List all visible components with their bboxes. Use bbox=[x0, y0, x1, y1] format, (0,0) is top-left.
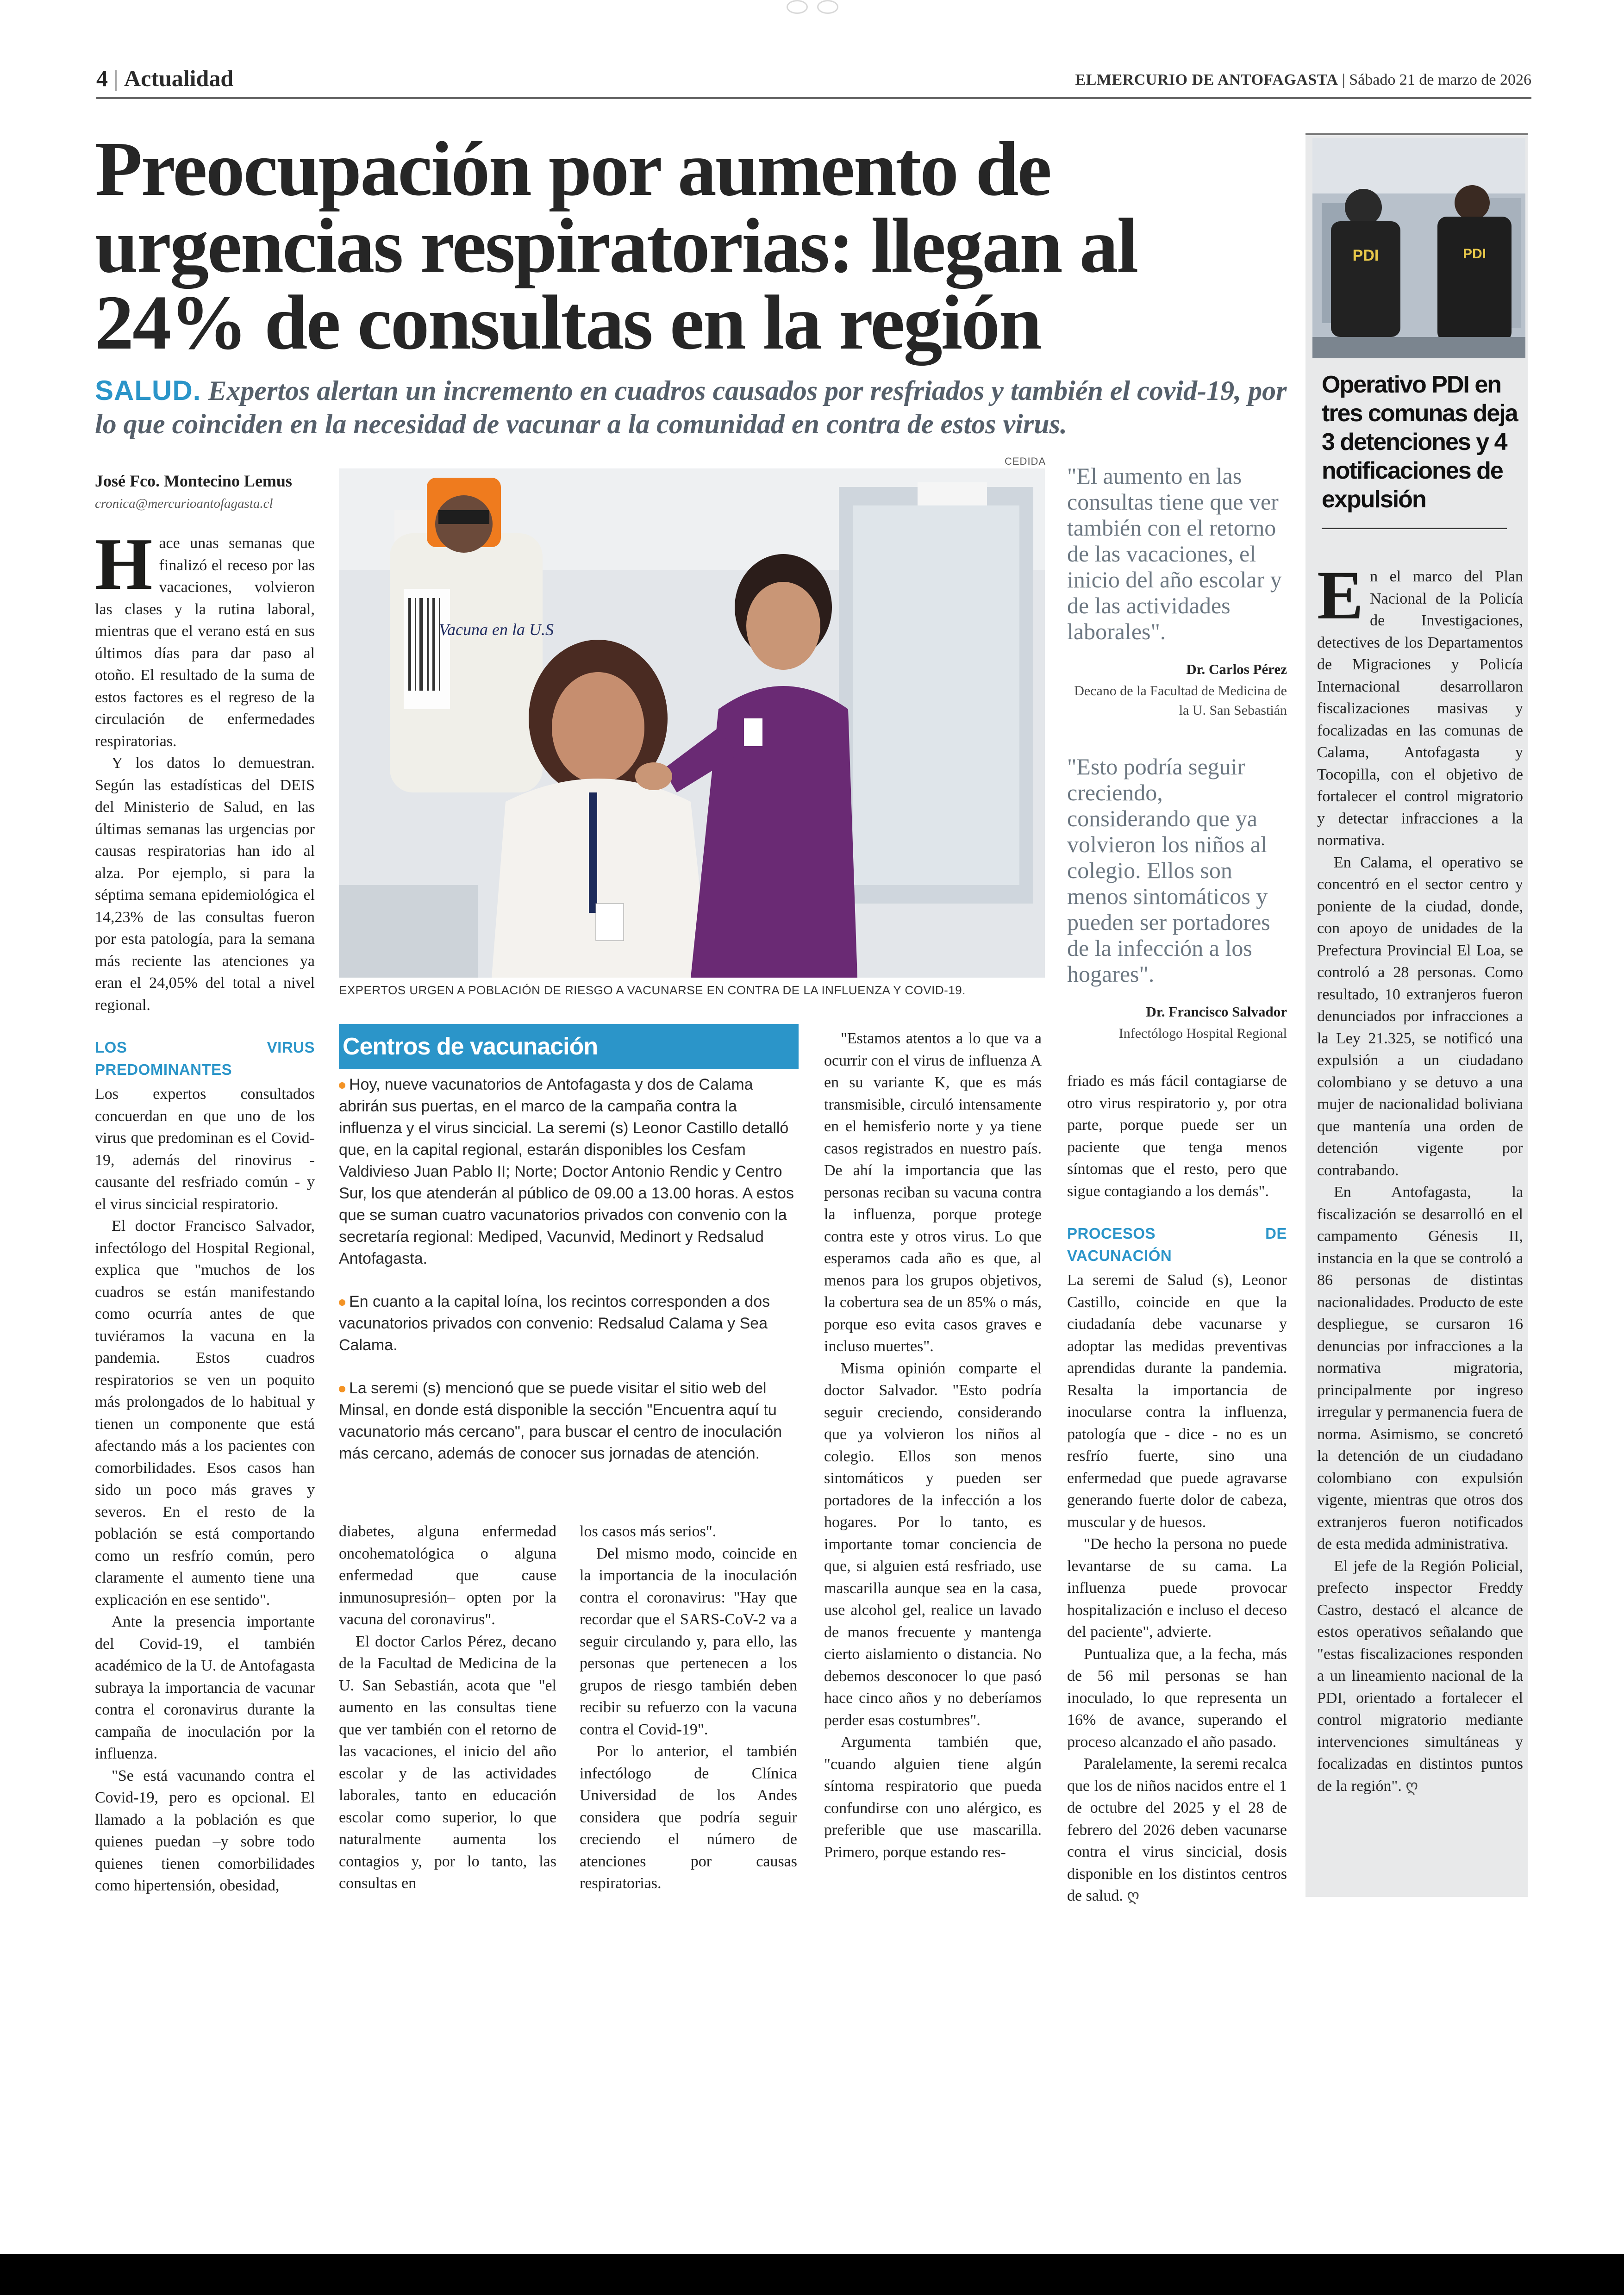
vaccination-scene-illustration bbox=[339, 468, 1045, 978]
vaccination-centers-box bbox=[339, 1074, 795, 1486]
paragraph: "Se está vacunando contra el Covid-19, pero es opcional. El llamado a la población es que quienes puedan –y sobre todo quienes tienen comorbilidades como hipertensión, obesidad, bbox=[95, 1767, 315, 1894]
author-email[interactable]: cronica@mercurioantofagasta.cl bbox=[95, 496, 273, 511]
quote-text: "Esto podría seguir creciendo, considerando que ya volvieron los niños al colegio. Ellos son menos sintomáticos y pueden ser portadores de la infección a los hogares". bbox=[1067, 754, 1270, 987]
costume-sign-text: Vacuna en la U.S bbox=[439, 620, 554, 639]
bullet-icon bbox=[339, 1386, 345, 1392]
bullet-icon bbox=[339, 1082, 345, 1089]
dropcap: H bbox=[95, 523, 153, 605]
standfirst-text: Expertos alertan un incremento en cuadros causados por resfriados y también el covid-19, por lo que coinciden en la necesidad de vacunar a la comunidad en contra de estos virus. bbox=[95, 375, 1287, 439]
page-header bbox=[96, 65, 1531, 99]
quote-text: "El aumento en las consultas tiene que ver también con el retorno de las vacaciones, el inicio del año escolar y de las actividades laborales". bbox=[1067, 463, 1282, 644]
paragraph: El jefe de la Región Policial, prefecto inspector Freddy Castro, destacó el alcance de estos operativos señalando que "estas fiscalizaciones responden a un lineamiento nacional de la PDI, orientado a fortalecer el control migratorio mediante intervenciones simultáneas y focalizadas en distintos puntos de la región". ღ bbox=[1317, 1557, 1523, 1795]
pull-quote-1 bbox=[1067, 463, 1287, 720]
sidebar-article bbox=[1317, 557, 1523, 1797]
bullet-icon bbox=[339, 1299, 345, 1306]
quote-role: Infectólogo Hospital Regional bbox=[1118, 1026, 1287, 1041]
paragraph: Argumenta también que, "cuando alguien tiene algún síntoma respiratorio que pueda confundirse con uno alérgico, es preferible que use mascarilla. Primero, porque estando res- bbox=[824, 1734, 1042, 1861]
paragraph: "Estamos atentos a lo que va a ocurrir con el virus de influenza A en su variante K, que es más transmisible, circuló intensamente en el hemisferio norte y ya tiene casos registrados en nuestro país. De ahí la importancia que las personas reciban su vacuna contra la influenza, porque protege contra este y otros virus. Lo que esperamos cada año es que, al menos para los grupos objetivos, la cobertura sea de un 85% o más, porque eso evita casos graves e incluso muertes". bbox=[824, 1030, 1042, 1355]
paragraph: La seremi de Salud (s), Leonor Castillo, coincide en que la ciudadanía debe vacunarse y adoptar las medidas preventivas aprendidas durante la pandemia. Resalta la importancia de inocularse contra la influenza, patología que - dice - no es un resfrío fuerte, sino una enfermedad que puede agravarse generando fuerte dolor de cabeza, muscular y de huesos. bbox=[1067, 1272, 1287, 1531]
paragraph: En Antofagasta, la fiscalización se desarrolló en el campamento Génesis II, instancia en la que se controló a 86 personas de distintas nacionalidades. Producto de este despliegue, se cursaron 16 denuncias por infracciones a la normativa migratoria, principalmente por ingreso irregular y permanencia fuera de norma. Asimismo, se concretó la detención de un ciudadano colombiano con expulsión vigente, mientras que otros dos extranjeros fueron notificados de esta medida administrativa. bbox=[1317, 1184, 1523, 1553]
paragraph: Hace unas semanas que finalizó el receso por las vacaciones, volvieron las clases y la rutina laboral, mientras que el verano está en sus últimos días para dar paso al otoño. El resultado de la suma de estos factores es el regreso de la circulación de enfermedades respiratorias. bbox=[95, 523, 315, 750]
photo-caption: EXPERTOS URGEN A POBLACIÓN DE RIESGO A VACUNARSE EN CONTRA DE LA INFLUENZA Y COVID-19. bbox=[339, 983, 966, 997]
box-item: La seremi (s) mencionó que se puede visitar el sitio web del Minsal, en donde está disponible la sección "Encuentra aquí tu vacunatorio más cercano", para buscar el centro de inoculación más cercano, además de conocer sus jornadas de atención. bbox=[339, 1379, 782, 1462]
kicker: SALUD. bbox=[95, 375, 201, 406]
dropcap: E bbox=[1317, 557, 1364, 634]
quote-author: Dr. Francisco Salvador bbox=[1146, 1004, 1287, 1020]
standfirst bbox=[95, 374, 1289, 441]
paragraph: Misma opinión comparte el doctor Salvador. "Esto podría seguir creciendo, considerando que ya volvieron los niños al colegio. Ellos son menos sintomáticos y pueden ser portadores de la infección a los hogares. Por lo tanto, es importante tomar conciencia de que, si alguien está resfriado, use mascarilla aunque sea en la casa, use alcohol gel, realice un lavado de manos frecuente y mantenga cierto aislamiento o distancia. No debemos desconocer lo que pasó hace cinco años y no deberíamos perder esas costumbres". bbox=[824, 1360, 1042, 1729]
paragraph: En Calama, el operativo se concentró en el sector centro y poniente de la ciudad, donde, con apoyo de unidades de la Prefectura Provincial El Loa, se controló a 28 personas. Como resultado, 10 extranjeros fueron denunciados por infracciones a la Ley 21.325, se notificó una expulsión a un ciudadano colombiano y se detuvo a una mujer de nacionalidad boliviana que mantenía una orden de detención vigente por contrabando. bbox=[1317, 854, 1523, 1179]
paragraph: Paralelamente, la seremi recalca que los de niños nacidos entre el 1 de octubre del 2025 y el 28 de febrero del 2026 deben vacunarse contra el virus sincicial, dosis disponible en los distintos centros de salud. ღ bbox=[1067, 1755, 1287, 1905]
masthead bbox=[1075, 71, 1531, 89]
paragraph: Por lo anterior, el también infectólogo de Clínica Universidad de los Andes considera que podría seguir creciendo el número de atenciones por causas respiratorias. bbox=[580, 1743, 797, 1892]
end-mark-icon: ღ bbox=[1127, 1886, 1140, 1905]
page-dot[interactable] bbox=[817, 0, 838, 14]
quote-author: Dr. Carlos Pérez bbox=[1186, 661, 1287, 677]
sidebar-photo[interactable] bbox=[1312, 138, 1525, 358]
paragraph: Ante la presencia importante del Covid-19, el también académico de la U. de Antofagasta subraya la importancia de vacunar contra el coronavirus durante la campaña de inoculación por la influenza. bbox=[95, 1613, 315, 1762]
pull-quote-2 bbox=[1067, 754, 1287, 1043]
article-column-4 bbox=[824, 1028, 1042, 1863]
paragraph: "De hecho la persona no puede levantarse de su cama. La influenza puede provocar hospitalización e incluso el deceso del paciente", advierte. bbox=[1067, 1535, 1287, 1640]
paragraph: Puntualiza que, a la fecha, más de 56 mil personas se han inoculado, lo que representa un 16% de avance, superando el proceso alcanzado el año pasado. bbox=[1067, 1645, 1287, 1751]
sidebar-top-rule bbox=[1305, 133, 1528, 135]
box-item: En cuanto a la capital loína, los recintos corresponden a dos vacunatorios privados con convenio: Redsalud Calama y Sea Calama. bbox=[339, 1293, 770, 1354]
bottom-bar bbox=[0, 2254, 1624, 2295]
subhead: PROCESOS DE VACUNACIÓN bbox=[1067, 1225, 1287, 1264]
sidebar-headline: Operativo PDI en tres comunas deja 3 detenciones y 4 notificaciones de expulsión bbox=[1322, 371, 1518, 513]
sidebar-headline-rule bbox=[1322, 528, 1507, 529]
author-name: José Fco. Montecino Lemus bbox=[95, 472, 292, 490]
paragraph: El doctor Carlos Pérez, decano de la Facultad de Medicina de la U. San Sebastián, acota que "el aumento en las consultas tiene que ver también con el retorno de las vacaciones, el inicio del año escolar y de las actividades laborales, tanto en educación escolar como superior, lo que naturalmente aumenta los contagios y, por lo tanto, las consultas en bbox=[339, 1633, 556, 1892]
paragraph: diabetes, alguna enfermedad oncohematológica o alguna enfermedad que cause inmunosupresión– opten por la vacuna del coronavirus". bbox=[339, 1523, 556, 1628]
article-column-3 bbox=[580, 1521, 797, 1895]
pdi-badge-text: PDI bbox=[1462, 246, 1487, 262]
end-mark-icon: ღ bbox=[1405, 1776, 1418, 1795]
byline bbox=[95, 471, 317, 511]
paragraph: El doctor Francisco Salvador, infectólogo del Hospital Regional, explica que "muchos de los cuadros se están manifestando como ocurría antes de que tuviéramos la vacuna en la pandemia. Estos cuadros respiratorios se ven un poquito más prolongados de lo habitual y tienen un componente que está afectando más a los pacientes con comorbilidades. Esos casos han sido un poco más graves y severos. En el resto de la población se está comportando como un resfrío común, pero claramente el aumento tiene una explicación en ese sentido". bbox=[95, 1217, 315, 1609]
quote-role: Decano de la Facultad de Medicina de la U. San Sebastián bbox=[1074, 683, 1287, 718]
section-name: Actualidad bbox=[124, 65, 234, 91]
article-photo[interactable] bbox=[339, 468, 1045, 978]
paragraph: friado es más fácil contagiarse de otro virus respiratorio y, por otra parte, porque puede ser un paciente que tenga menos síntomas que el resto, pero que sigue contagiando a los demás". bbox=[1067, 1073, 1287, 1200]
pdi-badge-text: PDI bbox=[1352, 247, 1379, 264]
paragraph: Del mismo modo, coincide en la importancia de la inoculación contra el coronavirus: "Hay que recordar que el SARS-CoV-2 va a seguir circulando y, para ello, las personas que pertenecen a los grupos de riesgo también deben recibir su refuerzo con la vacuna contra el Covid-19". bbox=[580, 1545, 797, 1738]
article-column-5 bbox=[1067, 1070, 1287, 1907]
masthead-separator: | bbox=[1342, 71, 1349, 88]
publication-date: Sábado 21 de marzo de 2026 bbox=[1349, 71, 1531, 88]
headline: Preocupación por aumento de urgencias respiratorias: llegan al 24% de consultas en la región bbox=[95, 126, 1137, 366]
publication-name: ELMERCURIO DE ANTOFAGASTA bbox=[1075, 71, 1338, 88]
paragraph: En el marco del Plan Nacional de la Policía de Investigaciones, detectives de los Departamentos de Migraciones y Policía Internacional desarrollaron fiscalizaciones masivas y focalizadas en las comunas de Calama, Antofagasta y Tocopilla, con el objetivo de fortalecer el control migratorio y detectar infracciones a la normativa. bbox=[1317, 557, 1523, 849]
section-separator: | bbox=[113, 65, 125, 91]
page-indicator bbox=[782, 0, 843, 14]
section-label bbox=[96, 65, 233, 92]
paragraph: Y los datos lo demuestran. Según las estadísticas del DEIS del Ministerio de Salud, en las últimas semanas las urgencias por causas respiratorias han ido al alza. Por ejemplo, si para la séptima semana epidemiológica el 14,23% de las consultas fueron por esta patología, para la semana más reciente las atenciones ya eran el 24,05% del total a nivel regional. bbox=[95, 755, 315, 1014]
article-column-2 bbox=[339, 1521, 556, 1895]
article-column-1 bbox=[95, 523, 315, 1897]
paragraph: Los expertos consultados concuerdan en que uno de los virus que predominan es el Covid-19, además del rinovirus - causante del resfriado común - y el virus sincicial respiratorio. bbox=[95, 1085, 315, 1213]
box-item: Hoy, nueve vacunatorios de Antofagasta y dos de Calama abrirán sus puertas, en el marco de la campaña contra la influenza y el virus sincicial. La seremi (s) Leonor Castillo detalló que, en la capital regional, estarán disponibles los Cesfam Valdivieso Juan Pablo II; Norte; Doctor Antonio Rendic y Centro Sur, los que atenderán al público de 09.00 a 13.00 horas. A estos que se suman cuatro vacunatorios privados con convenio con la secretaría regional: Mediped, Vacunvid, Medinort y Redsalud Antofagasta. bbox=[339, 1076, 794, 1267]
pdi-officers-illustration bbox=[1312, 138, 1525, 358]
photo-credit: CEDIDA bbox=[1005, 455, 1046, 467]
page-dot[interactable] bbox=[787, 0, 808, 14]
subhead: LOS VIRUS PREDOMINANTES bbox=[95, 1039, 315, 1078]
paragraph: los casos más serios". bbox=[580, 1523, 717, 1540]
box-title: Centros de vacunación bbox=[339, 1024, 799, 1069]
page-number: 4 bbox=[96, 65, 108, 91]
